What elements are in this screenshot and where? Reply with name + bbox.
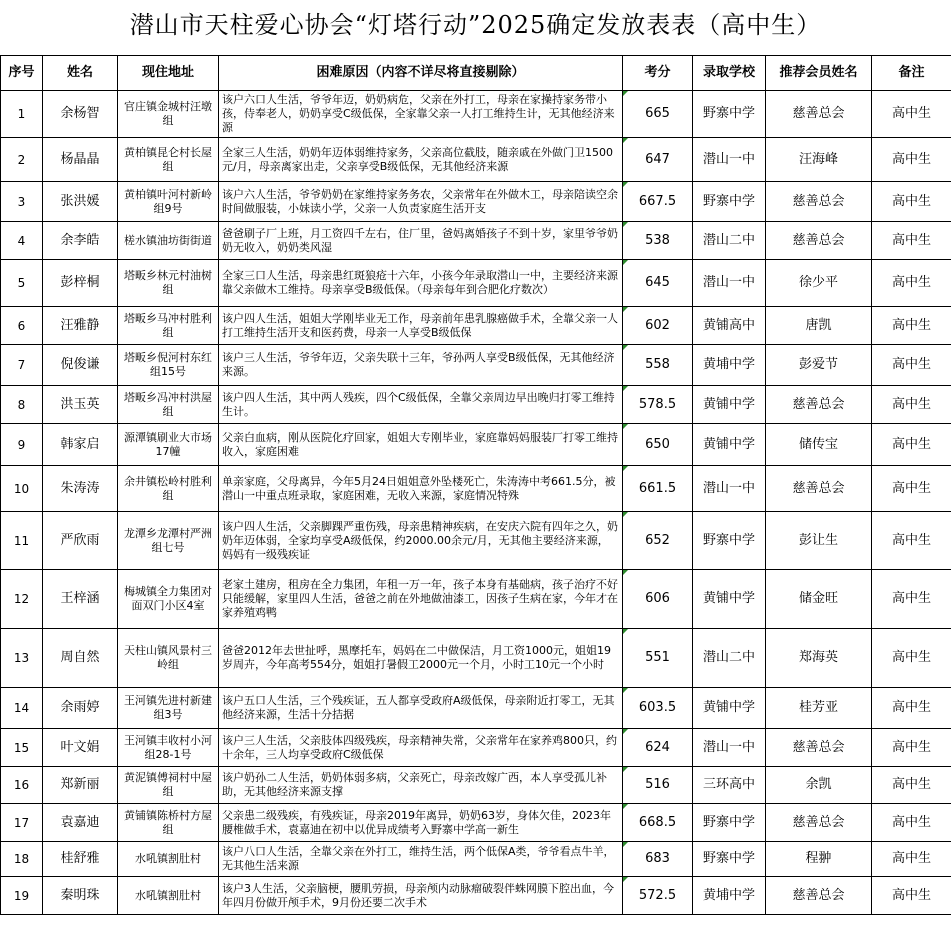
cell-remark: 高中生: [872, 512, 951, 570]
cell-remark: 高中生: [872, 842, 951, 877]
cell-score: 606: [623, 570, 693, 629]
cell-name: 王梓涵: [43, 570, 118, 629]
cell-addr: 梅城镇全力集团对面双门小区4室: [118, 570, 219, 629]
cell-remark: 高中生: [872, 345, 951, 386]
cell-member: 慈善总会: [766, 91, 872, 138]
cell-member: 余凯: [766, 767, 872, 804]
cell-idx: 8: [1, 386, 43, 424]
col-header-addr: 现住地址: [118, 56, 219, 91]
cell-addr: 龙潭乡龙潭村严洲组七号: [118, 512, 219, 570]
cell-score: 572.5: [623, 877, 693, 915]
cell-idx: 17: [1, 804, 43, 842]
cell-addr: 水吼镇割肚村: [118, 842, 219, 877]
cell-school: 三环高中: [693, 767, 766, 804]
cell-name: 秦明珠: [43, 877, 118, 915]
cell-member: 储金旺: [766, 570, 872, 629]
table-row: [1, 688, 951, 729]
cell-addr: 水吼镇割肚村: [118, 877, 219, 915]
cell-idx: 14: [1, 688, 43, 729]
cell-score: 602: [623, 307, 693, 345]
cell-reason: 该户八口人生活，全靠父亲在外打工，维持生活，两个低保A类，爷爷看点牛羊，无其他生活来源: [219, 842, 623, 877]
cell-school: 黄埔中学: [693, 877, 766, 915]
cell-idx: 2: [1, 138, 43, 182]
cell-member: 慈善总会: [766, 222, 872, 260]
cell-name: 杨晶晶: [43, 138, 118, 182]
cell-school: 黄铺中学: [693, 570, 766, 629]
table-row: [1, 877, 951, 915]
cell-score: 667.5: [623, 182, 693, 222]
cell-remark: 高中生: [872, 260, 951, 307]
col-header-reason: 困难原因（内容不详尽将直接剔除）: [219, 56, 623, 91]
cell-name: 余李皓: [43, 222, 118, 260]
cell-idx: 11: [1, 512, 43, 570]
cell-school: 野寨中学: [693, 842, 766, 877]
table-row: [1, 424, 951, 466]
cell-reason: 老家土建房，租房在全力集团，年租一万一年，孩子本身有基础病，孩子治疗不好只能缓解，家里四人生活，爸爸之前在外地做油漆工，因孩子生病在家，今年才在家养殖鸡鸭: [219, 570, 623, 629]
cell-name: 朱涛涛: [43, 466, 118, 512]
cell-score: 652: [623, 512, 693, 570]
cell-score: 650: [623, 424, 693, 466]
cell-school: 潜山二中: [693, 222, 766, 260]
cell-remark: 高中生: [872, 424, 951, 466]
cell-name: 韩家启: [43, 424, 118, 466]
cell-addr: 黄铺镇陈桥村方屋组: [118, 804, 219, 842]
table-row: [1, 842, 951, 877]
cell-member: 彭爱节: [766, 345, 872, 386]
cell-addr: 黄柏镇叶河村新岭组9号: [118, 182, 219, 222]
cell-reason: 该户3人生活，父亲脑梗，腰肌劳损，母亲颅内动脉瘤破裂伴蛛网膜下腔出血，今年四月份做开颅手术，9月份还要二次手术: [219, 877, 623, 915]
cell-reason: 该户四人生活，其中两人残疾，四个C级低保，全靠父亲周边早出晚归打零工维持生计。: [219, 386, 623, 424]
col-header-school: 录取学校: [693, 56, 766, 91]
cell-idx: 12: [1, 570, 43, 629]
table-row: [1, 386, 951, 424]
table-row: [1, 629, 951, 688]
page-title: 潜山市天柱爱心协会“灯塔行动”2025确定发放表表（高中生）: [129, 10, 822, 39]
cell-remark: 高中生: [872, 138, 951, 182]
cell-reason: 该户三人生活，父亲肢体四级残疾，母亲精神失常，父亲常年在家养鸡800只，约十余年，三人均享受政府C级低保: [219, 729, 623, 767]
cell-addr: 塔畈乡马冲村胜利组: [118, 307, 219, 345]
cell-remark: 高中生: [872, 729, 951, 767]
cell-idx: 10: [1, 466, 43, 512]
table-row: [1, 91, 951, 138]
cell-reason: 父亲患二级残疾，有残疾证，母亲2019年离异，奶奶63岁，身体欠佳，2023年腰椎做手术，袁嘉迪在初中以优异成绩考入野寨中学高一新生: [219, 804, 623, 842]
cell-member: 桂芳亚: [766, 688, 872, 729]
cell-idx: 7: [1, 345, 43, 386]
table-row: [1, 512, 951, 570]
cell-school: 野寨中学: [693, 804, 766, 842]
cell-name: 郑新丽: [43, 767, 118, 804]
cell-name: 袁嘉迪: [43, 804, 118, 842]
cell-score: 516: [623, 767, 693, 804]
cell-member: 彭让生: [766, 512, 872, 570]
cell-addr: 黄泥镇傅祠村中屋组: [118, 767, 219, 804]
cell-remark: 高中生: [872, 466, 951, 512]
cell-school: 潜山一中: [693, 260, 766, 307]
cell-idx: 19: [1, 877, 43, 915]
cell-addr: 塔畈乡冯冲村洪屋组: [118, 386, 219, 424]
cell-score: 683: [623, 842, 693, 877]
cell-name: 彭梓桐: [43, 260, 118, 307]
cell-score: 661.5: [623, 466, 693, 512]
cell-reason: 爸爸2012年去世扯呼，黑摩托车，妈妈在二中做保洁，月工资1000元，姐姐19岁周卉，今年高考554分，姐姐打暑假工2000元一个月，小时工10元一个小时: [219, 629, 623, 688]
col-header-member: 推荐会员姓名: [766, 56, 872, 91]
cell-idx: 16: [1, 767, 43, 804]
cell-school: 潜山一中: [693, 466, 766, 512]
cell-reason: 该户奶孙二人生活，奶奶体弱多病，父亲死亡，母亲改嫁广西，本人享受孤儿补助，无其他经济来源支撑: [219, 767, 623, 804]
cell-reason: 全家三口人生活，母亲患红斑狼疮十六年，小孩今年录取潜山一中，主要经济来源靠父亲做木工维持。母亲享受B级低保。（母亲每年到合肥化疗数次）: [219, 260, 623, 307]
cell-school: 潜山二中: [693, 629, 766, 688]
cell-reason: 该户五口人生活，三个残疾证，五人都享受政府A级低保，母亲附近打零工，无其他经济来源，生活十分拮据: [219, 688, 623, 729]
table-row: [1, 222, 951, 260]
cell-school: 野寨中学: [693, 512, 766, 570]
table-row: [1, 345, 951, 386]
cell-addr: 塔畈乡倪河村东红组15号: [118, 345, 219, 386]
cell-member: 郑海英: [766, 629, 872, 688]
cell-member: 程翀: [766, 842, 872, 877]
cell-remark: 高中生: [872, 222, 951, 260]
cell-reason: 该户六人生活，爷爷奶奶在家维持家务务农，父亲常年在外做木工，母亲陪读空余时间做服装，小妹读小学，父亲一人负责家庭生活开支: [219, 182, 623, 222]
cell-idx: 1: [1, 91, 43, 138]
cell-remark: 高中生: [872, 570, 951, 629]
cell-addr: 王河镇先进村新建组3号: [118, 688, 219, 729]
cell-score: 647: [623, 138, 693, 182]
cell-member: 慈善总会: [766, 877, 872, 915]
cell-remark: 高中生: [872, 182, 951, 222]
header-row: [1, 56, 951, 91]
cell-reason: 单亲家庭，父母离异，今年5月24日姐姐意外坠楼死亡，朱涛涛中考661.5分，被潜山一中重点班录取，家庭困难，无收入来源，家庭情况特殊: [219, 466, 623, 512]
cell-score: 668.5: [623, 804, 693, 842]
cell-addr: 槎水镇油坊街街道: [118, 222, 219, 260]
table-row: [1, 570, 951, 629]
cell-score: 665: [623, 91, 693, 138]
cell-name: 汪雅静: [43, 307, 118, 345]
cell-score: 603.5: [623, 688, 693, 729]
cell-name: 桂舒雅: [43, 842, 118, 877]
cell-member: 汪海峰: [766, 138, 872, 182]
table-row: [1, 182, 951, 222]
cell-score: 645: [623, 260, 693, 307]
cell-score: 578.5: [623, 386, 693, 424]
table-row: [1, 729, 951, 767]
cell-score: 558: [623, 345, 693, 386]
cell-remark: 高中生: [872, 767, 951, 804]
table-row: [1, 767, 951, 804]
cell-name: 余雨婷: [43, 688, 118, 729]
cell-member: 储传宝: [766, 424, 872, 466]
cell-idx: 13: [1, 629, 43, 688]
cell-idx: 3: [1, 182, 43, 222]
cell-member: 慈善总会: [766, 386, 872, 424]
cell-name: 洪玉英: [43, 386, 118, 424]
cell-remark: 高中生: [872, 804, 951, 842]
cell-remark: 高中生: [872, 307, 951, 345]
cell-reason: 该户三人生活，爷爷年迈，父亲失联十三年，爷孙两人享受B级低保，无其他经济来源。: [219, 345, 623, 386]
cell-reason: 该户六口人生活，爷爷年迈，奶奶病危，父亲在外打工，母亲在家操持家务带小孩，侍奉老人，奶奶享受C级低保，全家靠父亲一人打工维持生计，无其他经济来源: [219, 91, 623, 138]
table-row: [1, 466, 951, 512]
cell-idx: 4: [1, 222, 43, 260]
cell-school: 潜山一中: [693, 729, 766, 767]
cell-member: 慈善总会: [766, 729, 872, 767]
cell-name: 叶文娟: [43, 729, 118, 767]
cell-school: 黄埔中学: [693, 345, 766, 386]
cell-member: 徐少平: [766, 260, 872, 307]
cell-remark: 高中生: [872, 688, 951, 729]
col-header-name: 姓名: [43, 56, 118, 91]
cell-addr: 源潭镇刷业大市场17幢: [118, 424, 219, 466]
cell-idx: 18: [1, 842, 43, 877]
cell-addr: 天柱山镇风景村三岭组: [118, 629, 219, 688]
cell-remark: 高中生: [872, 877, 951, 915]
cell-remark: 高中生: [872, 91, 951, 138]
table-row: [1, 138, 951, 182]
cell-score: 624: [623, 729, 693, 767]
cell-addr: 王河镇丰收村小河组28-1号: [118, 729, 219, 767]
col-header-idx: 序号: [1, 56, 43, 91]
cell-school: 黄铺中学: [693, 386, 766, 424]
cell-reason: 该户四人生活，姐姐大学刚毕业无工作，母亲前年患乳腺癌做手术，全靠父亲一人打工维持生活开支和医药费，母亲一人享受B级低保: [219, 307, 623, 345]
cell-reason: 该户四人生活，父亲脚踝严重伤残，母亲患精神疾病，在安庆六院有四年之久，奶奶年迈体弱，全家均享受A级低保，约2000.00余元/月，无其他主要经济来源，妈妈有一级残疾证: [219, 512, 623, 570]
cell-school: 黄铺中学: [693, 688, 766, 729]
distribution-table: [0, 55, 951, 915]
cell-name: 周自然: [43, 629, 118, 688]
cell-reason: 爸爸刷子厂上班，月工资四千左右，住厂里，爸妈离婚孩子不到十岁，家里爷爷奶奶无收入，奶奶类风湿: [219, 222, 623, 260]
cell-idx: 15: [1, 729, 43, 767]
cell-school: 野寨中学: [693, 182, 766, 222]
cell-name: 余杨智: [43, 91, 118, 138]
cell-addr: 余井镇松岭村胜利组: [118, 466, 219, 512]
cell-idx: 5: [1, 260, 43, 307]
cell-school: 黄铺中学: [693, 424, 766, 466]
cell-reason: 全家三人生活，奶奶年迈体弱维持家务，父亲高位截肢，随亲戚在外做门卫1500元/月，母亲离家出走，父亲享受B级低保，无其他经济来源: [219, 138, 623, 182]
cell-school: 潜山一中: [693, 138, 766, 182]
cell-remark: 高中生: [872, 386, 951, 424]
cell-name: 张洪媛: [43, 182, 118, 222]
cell-idx: 9: [1, 424, 43, 466]
cell-name: 严欣雨: [43, 512, 118, 570]
cell-member: 慈善总会: [766, 466, 872, 512]
cell-reason: 父亲白血病，刚从医院化疗回家，姐姐大专刚毕业，家庭靠妈妈服装厂打零工维持收入，家庭困难: [219, 424, 623, 466]
cell-addr: 官庄镇金城村汪墩组: [118, 91, 219, 138]
cell-school: 野寨中学: [693, 91, 766, 138]
table-row: [1, 804, 951, 842]
col-header-remark: 备注: [872, 56, 951, 91]
cell-addr: 塔畈乡林元村油树组: [118, 260, 219, 307]
cell-member: 唐凯: [766, 307, 872, 345]
cell-score: 551: [623, 629, 693, 688]
table-row: [1, 307, 951, 345]
cell-remark: 高中生: [872, 629, 951, 688]
cell-member: 慈善总会: [766, 182, 872, 222]
cell-school: 黄铺高中: [693, 307, 766, 345]
cell-idx: 6: [1, 307, 43, 345]
col-header-score: 考分: [623, 56, 693, 91]
cell-name: 倪俊谦: [43, 345, 118, 386]
cell-addr: 黄柏镇昆仑村长屋组: [118, 138, 219, 182]
table-row: [1, 260, 951, 307]
cell-member: 慈善总会: [766, 804, 872, 842]
cell-score: 538: [623, 222, 693, 260]
